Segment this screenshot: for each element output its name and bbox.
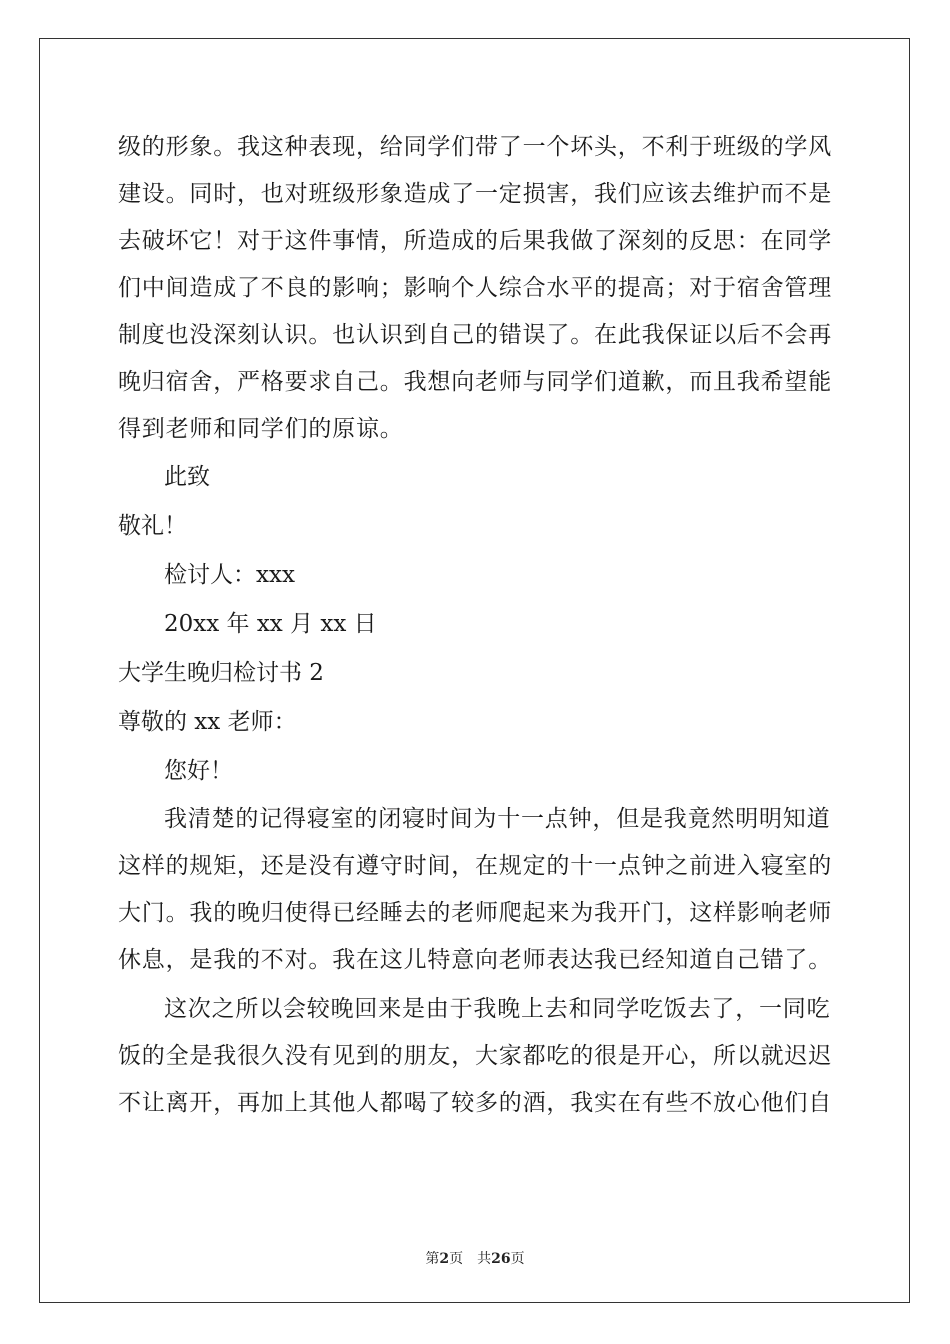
total-suffix: 页 (510, 1251, 525, 1267)
text-line: 我清楚的记得寝室的闭寝时间为十一点钟，但是我竟然明明知道 (164, 806, 831, 832)
text-line: 大门。我的晚归使得已经睡去的老师爬起来为我开门，这样影响老师 (118, 900, 832, 926)
closing-phrase: 此致 (164, 464, 210, 490)
document-body (118, 124, 838, 1127)
text-line: 不让离开，再加上其他人都喝了较多的酒，我实在有些不放心他们自 (118, 1090, 832, 1116)
text-line: 级的形象。我这种表现，给同学们带了一个坏头，不利于班级的学风 (118, 134, 832, 160)
page-suffix: 页 (449, 1251, 464, 1267)
text-line: 这次之所以会较晚回来是由于我晚上去和同学吃饭去了，一同吃 (164, 996, 831, 1022)
page-footer (0, 1248, 950, 1268)
text-line: 休息，是我的不对。我在这儿特意向老师表达我已经知道自己错了。 (118, 947, 832, 973)
section-title: 大学生晚归检讨书 2 (118, 660, 324, 686)
paragraph-1 (118, 124, 838, 453)
text-line: 得到老师和同学们的原谅。 (118, 416, 404, 442)
text-line: 这样的规矩，还是没有遵守时间，在规定的十一点钟之前进入寝室的 (118, 853, 832, 879)
date: 20xx 年 xx 月 xx 日 (164, 611, 377, 637)
text-line: 晚归宿舍，严格要求自己。我想向老师与同学们道歉，而且我希望能 (118, 369, 832, 395)
page-number: 2 (439, 1251, 450, 1267)
text-line: 饭的全是我很久没有见到的朋友，大家都吃的很是开心，所以就迟迟 (118, 1043, 832, 1069)
text-line: 建设。同时，也对班级形象造成了一定损害，我们应该去维护而不是 (118, 181, 832, 207)
signer: 检讨人：xxx (164, 562, 295, 588)
total-pages: 26 (491, 1251, 511, 1267)
greeting-recipient: 尊敬的 xx 老师： (118, 709, 297, 735)
text-line: 们中间造成了不良的影响；影响个人综合水平的提高；对于宿舍管理 (118, 275, 832, 301)
salute: 敬礼！ (118, 513, 187, 539)
total-prefix: 共 (477, 1251, 492, 1267)
paragraph-3 (118, 986, 838, 1127)
paragraph-2 (118, 796, 838, 984)
text-line: 制度也没深刻认识。也认识到自己的错误了。在此我保证以后不会再 (118, 322, 832, 348)
page-prefix: 第 (425, 1251, 440, 1267)
text-line: 去破坏它！对于这件事情，所造成的后果我做了深刻的反思：在同学 (118, 228, 832, 254)
greeting-hello: 您好！ (164, 758, 233, 784)
